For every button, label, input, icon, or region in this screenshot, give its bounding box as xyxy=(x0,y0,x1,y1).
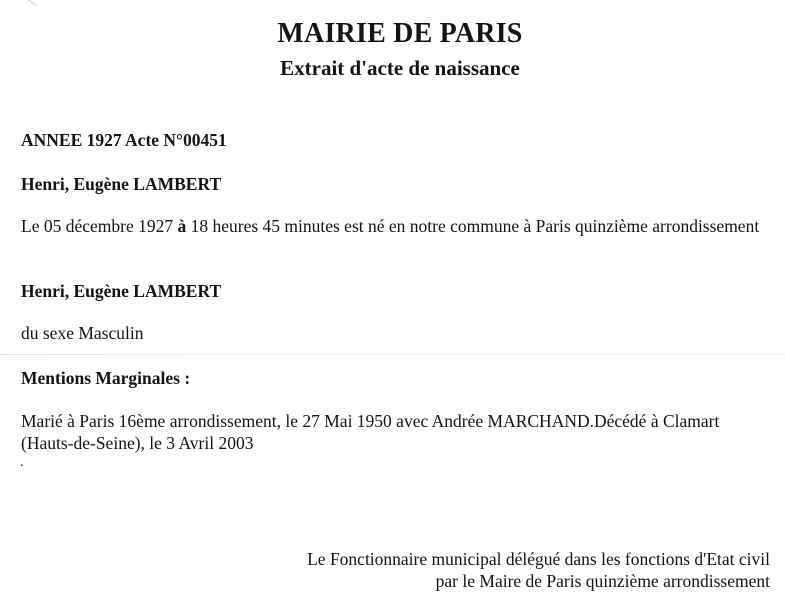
birth-statement-part-1: Le 05 décembre 1927 xyxy=(21,216,178,236)
person-name-heading: Henri, Eugène LAMBERT xyxy=(21,174,222,194)
birth-statement-part-2: 18 heures 45 minutes est né en notre commune à Paris quinzième arrondissement xyxy=(186,216,760,236)
sex-statement: du sexe Masculin xyxy=(21,323,144,343)
mentions-text: Marié à Paris 16ème arrondissement, le 27 Mai 1950 avec Andrée MARCHAND.Décédé à Clamart (Hauts-de-Seine), le 3 Avril 2003 xyxy=(21,411,720,453)
signature-line-2: par le Maire de Paris quinzième arrondissement xyxy=(435,571,770,591)
scan-divider-line xyxy=(0,354,785,355)
mentions-heading: Mentions Marginales : xyxy=(21,368,191,388)
scan-artifact xyxy=(27,0,37,6)
page-title: MAIRIE DE PARIS xyxy=(277,18,523,49)
trailing-dot: . xyxy=(20,455,24,470)
year-act-number: ANNEE 1927 Acte N°00451 xyxy=(21,130,227,150)
birth-statement xyxy=(21,215,766,237)
document-subtitle: Extrait d'acte de naissance xyxy=(280,56,520,80)
signature-line-1: Le Fonctionnaire municipal délégué dans les fonctions d'Etat civil xyxy=(307,549,770,569)
person-name-repeat: Henri, Eugène LAMBERT xyxy=(21,281,222,301)
birth-statement-bold: à xyxy=(177,216,187,236)
